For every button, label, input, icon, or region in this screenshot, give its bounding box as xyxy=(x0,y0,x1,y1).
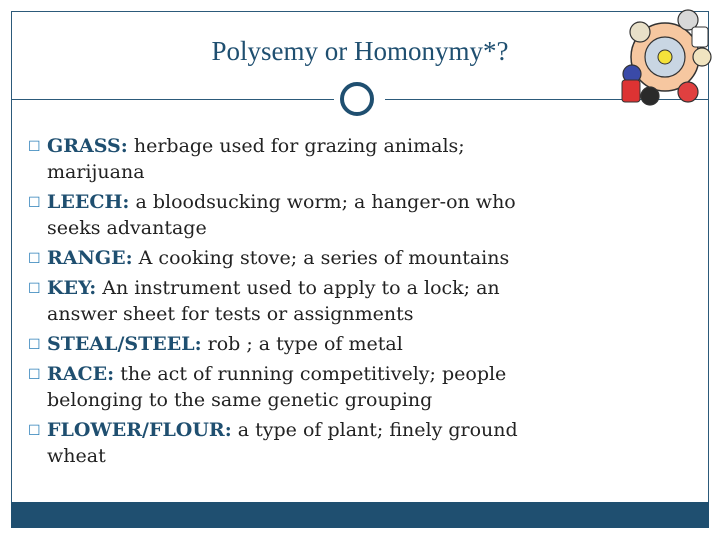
item-term: FLOWER/FLOUR: xyxy=(47,419,232,441)
item-term: LEECH: xyxy=(47,191,130,213)
item-definition: A cooking stove; a series of mountains xyxy=(132,247,510,269)
title-ring-ornament xyxy=(340,82,374,116)
list-item xyxy=(26,189,526,241)
item-definition: An instrument used to apply to a lock; an answer sheet for tests or assignments xyxy=(47,277,500,325)
bullet-icon: ☐ xyxy=(28,367,41,383)
bullet-icon: ☐ xyxy=(28,423,41,439)
item-definition: herbage used for grazing animals; marijuana xyxy=(47,135,465,183)
item-definition: a bloodsucking worm; a hanger-on who seeks advantage xyxy=(47,191,516,239)
item-term: KEY: xyxy=(47,277,97,299)
list-item xyxy=(26,275,526,327)
bullet-icon: ☐ xyxy=(28,139,41,155)
list-item xyxy=(26,331,526,357)
people-circle-clipart-icon xyxy=(612,2,718,112)
item-definition: rob ; a type of metal xyxy=(201,333,403,355)
list-item xyxy=(26,245,526,271)
bullet-icon: ☐ xyxy=(28,337,41,353)
definition-list xyxy=(26,133,526,473)
list-item xyxy=(26,133,526,185)
item-term: RACE: xyxy=(47,363,115,385)
title-divider-left xyxy=(11,99,334,100)
list-item xyxy=(26,417,526,469)
list-item xyxy=(26,361,526,413)
footer-bar xyxy=(11,502,709,528)
item-term: STEAL/STEEL: xyxy=(47,333,202,355)
item-term: GRASS: xyxy=(47,135,128,157)
slide-title: Polysemy or Homonymy*? xyxy=(211,36,509,66)
item-definition: the act of running competitively; people belonging to the same genetic grouping xyxy=(47,363,507,411)
bullet-icon: ☐ xyxy=(28,281,41,297)
item-term: RANGE: xyxy=(47,247,133,269)
bullet-icon: ☐ xyxy=(28,251,41,267)
item-definition: a type of plant; finely ground wheat xyxy=(47,419,518,467)
bullet-icon: ☐ xyxy=(28,195,41,211)
